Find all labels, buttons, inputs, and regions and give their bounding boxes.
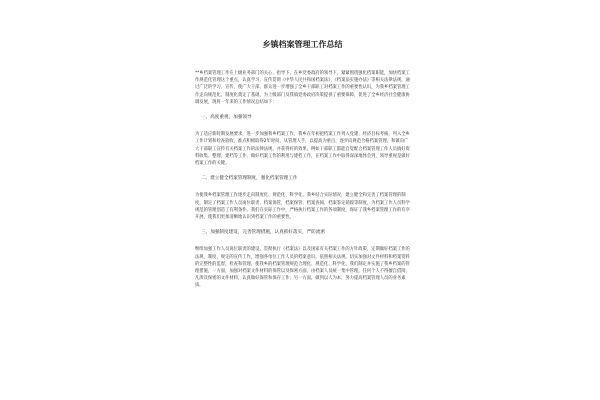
body-paragraph: 为了适应新时期发展要求，进一步加强我乡档案工作，我乡在年初把档案工作列入党建、经济目标考核，列入全乡工作计划和检查验收，准点积极取得2年时间，从管理人手，以提高为重点，逐步向规范合格档案管理，和镇向广大干部职工宣传有关档案工作的法律法规，并获得好的效果，例如干部职工都能自觉配合档案管理工作人员搞好资料收集、整理、建档等工作，做好档案工作的利用与建档工作，在档案工作中取得深深地体会到，领导重视是做好档案工作的关键。: [195, 132, 410, 167]
document-title: 乡镇档案管理工作总结: [262, 40, 343, 49]
section-heading: 二、建立健全档案管理制度，强化档案管理工作: [201, 176, 298, 182]
body-paragraph: 继续加强工作人员岗位职责的建设，贯彻执行《档案法》以及国家有关档案工作的方针政策，定期做好档案工作的法规、制度、规定的宣传工作，增强各单位工作人员的档案意识，依照相关法规，切实加强对文件材料和档案资料的完整性的监督，检查和管理，使我乡的档案管理规范合理化、规范化、科学化，我们制定并实施了我乡档案的管理措施，一方面，加强对档案文件材料的保管以及保密方面，由档案人员统一集中管理，任何个人不得擅自借阅，凡涉及保密的文件材料，认真做好保管和保存工作；另一方面，做到以人为本，努力提高档案管理人员的业务素质，: [195, 247, 410, 289]
section-heading: 三、加强制度建设，完善管理措施，认真抓好落实，严防流密: [201, 230, 326, 236]
body-paragraph: **乡档案管理工作在上级业务部门的关心、指导下，在乡党委政府的领导下，紧紧围绕强化档案职能，加快档案工作规范化管理这个重点，认真学习、宣传贯彻《中华人民共和国档案法》、《档案法实施办法》等相关法律法规，通过广泛的学习、宣传，使广大干部、群众进一步增强了全乡干部职工对档案工作的重要性认识，为我乡档案管理工作走向规范化、制度化奠定了基础，为上级部门及我镇党委政府决策提供了重要保障，促进了全乡经济社会健康协调发展，现将一年来的工作情况总结如下：: [195, 71, 410, 105]
document-body: [195, 40, 410, 296]
document-content: [195, 70, 410, 290]
section-heading: 一、高度重视，加强领导: [201, 115, 252, 121]
body-paragraph: 为使我乡档案管理工作逐步走向制度化、规范化、科学化，我乡结合实际情况，建立健全和完善了档案管理的制度，制定了档案工作人员岗位职责、档案保管、档案保管、档案查阅、档案鉴定销毁等制度，为档案工作人员科学规范的管理创造了有利条件。我们在实际工作中，严格执行档案工作的各项制度，保证了我乡档案管理工作的有序开展，使我们更加清晰地认识到档案工作的重要性。: [195, 193, 410, 221]
